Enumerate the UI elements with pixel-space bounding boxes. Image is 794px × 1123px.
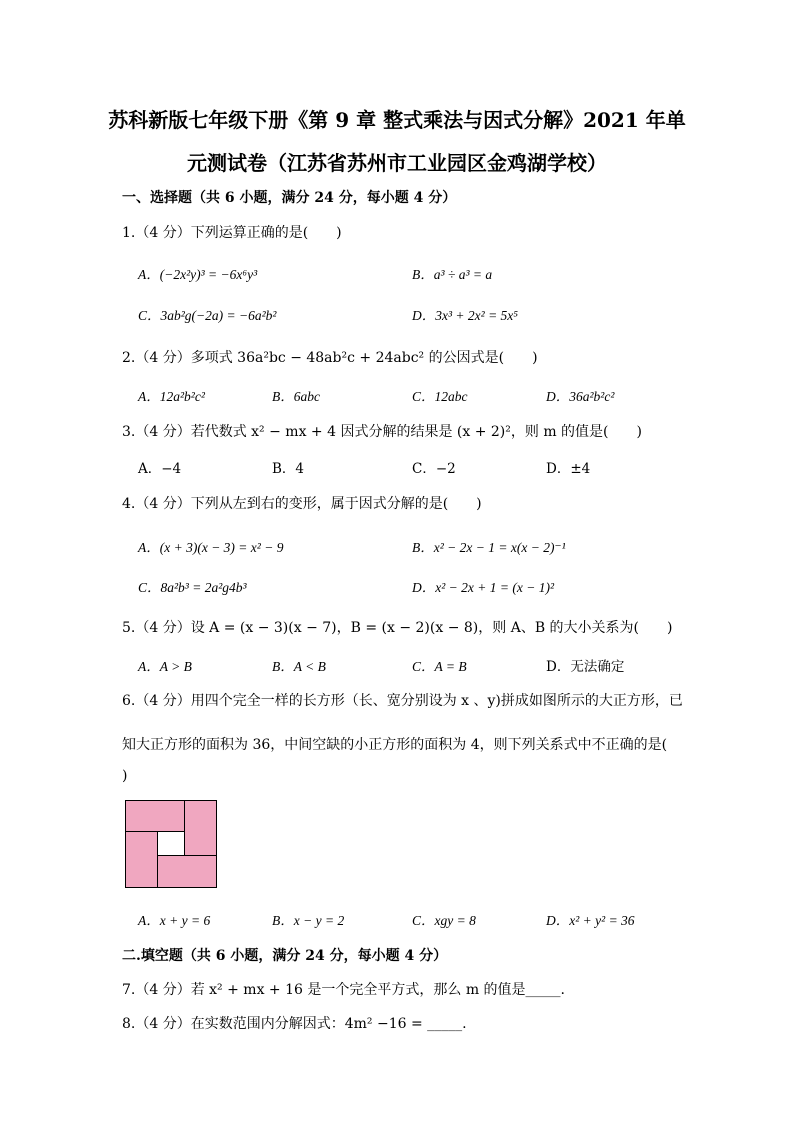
question-7-stem: 7.（4 分）若 x² + mx + 16 是一个完全平方式，那么 m 的值是_____. bbox=[122, 982, 565, 998]
question-3-option-a: A．−4 bbox=[138, 461, 182, 477]
document-title-line-1: 苏科新版七年级下册《第 9 章 整式乘法与因式分解》2021 年单 bbox=[108, 108, 686, 132]
question-6-stem-line-3: ) bbox=[122, 768, 128, 784]
question-5-stem: 5.（4 分）设 A = (x − 3)(x − 7)，B = (x − 2)(x − 8)，则 A、B 的大小关系为( ) bbox=[122, 620, 673, 636]
question-5-option-b: B．A < B bbox=[272, 659, 326, 674]
question-1-option-a: A．(−2x²y)³ = −6x⁶y³ bbox=[138, 267, 258, 282]
rectangle-top bbox=[126, 801, 185, 832]
question-6-stem-line-1: 6.（4 分）用四个完全一样的长方形（长、宽分别设为 x 、y)拼成如图所示的大正方形，已 bbox=[122, 693, 683, 709]
question-6-option-b: B．x − y = 2 bbox=[272, 913, 345, 928]
question-2-option-b: B．6abc bbox=[272, 389, 320, 404]
rectangle-right bbox=[185, 801, 217, 856]
rectangle-bottom bbox=[158, 856, 217, 888]
question-3-option-c: C．−2 bbox=[412, 461, 456, 477]
question-3-option-b: B．4 bbox=[272, 461, 305, 477]
question-1-option-b: B．a³ ÷ a³ = a bbox=[412, 267, 493, 282]
question-4-option-c: C．8a²b³ = 2a²g4b³ bbox=[138, 580, 247, 595]
center-small-square bbox=[158, 832, 185, 856]
question-1-option-d: D．3x³ + 2x² = 5x⁵ bbox=[412, 308, 518, 323]
question-4-stem: 4.（4 分）下列从左到右的变形，属于因式分解的是( ) bbox=[122, 496, 482, 512]
question-3-option-d: D．±4 bbox=[546, 461, 591, 477]
question-2-option-d: D．36a²b²c² bbox=[546, 389, 615, 404]
question-2-stem: 2.（4 分）多项式 36a²bc − 48ab²c + 24abc² 的公因式是( ) bbox=[122, 350, 538, 366]
question-8-stem: 8.（4 分）在实数范围内分解因式：4m² −16 = _____. bbox=[122, 1016, 467, 1032]
section-heading-choice: 一、选择题（共 6 小题，满分 24 分，每小题 4 分） bbox=[122, 190, 457, 206]
question-2-option-c: C．12abc bbox=[412, 389, 468, 404]
document-title-line-2: 元测试卷（江苏省苏州市工业园区金鸡湖学校） bbox=[187, 151, 607, 175]
question-6-option-c: C．xgy = 8 bbox=[412, 913, 476, 928]
question-6-option-d: D．x² + y² = 36 bbox=[546, 913, 635, 928]
question-4-option-a: A．(x + 3)(x − 3) = x² − 9 bbox=[138, 540, 284, 555]
rectangle-left bbox=[126, 832, 158, 888]
question-6-option-a: A．x + y = 6 bbox=[138, 913, 211, 928]
question-5-option-a: A．A > B bbox=[138, 659, 192, 674]
question-6-square-figure bbox=[125, 800, 217, 888]
section-heading-fill-in: 二.填空题（共 6 小题，满分 24 分，每小题 4 分） bbox=[122, 948, 448, 964]
question-1-option-c: C．3ab²g(−2a) = −6a²b² bbox=[138, 308, 277, 323]
question-6-stem-line-2: 知大正方形的面积为 36，中间空缺的小正方形的面积为 4，则下列关系式中不正确的是( bbox=[122, 737, 668, 753]
question-4-option-b: B．x² − 2x − 1 = x(x − 2)⁻¹ bbox=[412, 540, 566, 555]
question-1-stem: 1.（4 分）下列运算正确的是( ) bbox=[122, 225, 342, 241]
question-3-stem: 3.（4 分）若代数式 x² − mx + 4 因式分解的结果是 (x + 2)²，则 m 的值是( ) bbox=[122, 424, 642, 440]
question-5-option-c: C．A = B bbox=[412, 659, 467, 674]
question-2-option-a: A．12a²b²c² bbox=[138, 389, 205, 404]
question-5-option-d: D．无法确定 bbox=[546, 659, 625, 675]
question-4-option-d: D．x² − 2x + 1 = (x − 1)² bbox=[412, 580, 555, 595]
